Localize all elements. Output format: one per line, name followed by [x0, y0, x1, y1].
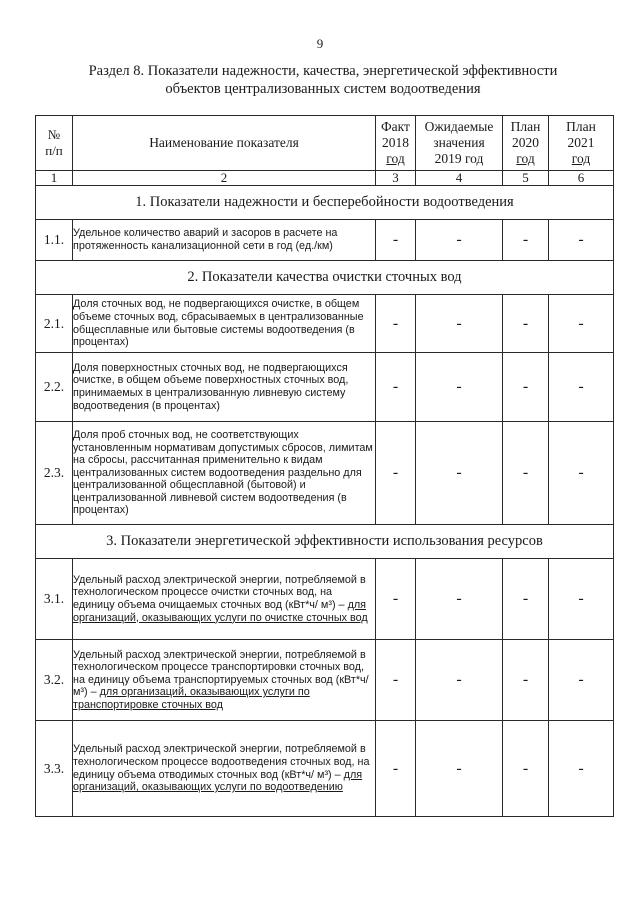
value-plan-2020: -	[503, 220, 549, 261]
value-plan-2020: -	[503, 559, 549, 640]
table-row	[36, 422, 614, 525]
value-plan-2020: -	[503, 353, 549, 422]
header-fact	[376, 116, 416, 171]
value-plan-2021: -	[549, 559, 614, 640]
value-plan-2020: -	[503, 422, 549, 525]
indicator-name-underlined: для организаций, оказывающих услуги по транспортировке сточных вод	[73, 686, 310, 711]
section-title-line2: объектов централизованных систем водоотведения	[165, 81, 481, 97]
header-num	[36, 116, 73, 171]
group-header-row	[36, 525, 614, 559]
indicator-name-text: Удельное количество аварий и засоров в расчете на протяженность канализационной сети в год (ед./км)	[73, 227, 338, 252]
header-plan-2020-line2: 2020	[512, 135, 539, 150]
group-title: 1. Показатели надежности и бесперебойности водоотведения	[36, 186, 614, 220]
group-header-row	[36, 186, 614, 220]
header-fact-line2: 2018	[382, 135, 409, 150]
table-row	[36, 721, 614, 817]
row-number: 2.1.	[36, 295, 73, 353]
row-number: 2.3.	[36, 422, 73, 525]
header-expected-line2: значения	[433, 135, 485, 150]
header-plan-2021-line1: План	[566, 119, 596, 134]
table-header-row	[36, 116, 614, 171]
value-plan-2020: -	[503, 640, 549, 721]
row-number: 3.3.	[36, 721, 73, 817]
table-row	[36, 353, 614, 422]
table-row	[36, 295, 614, 353]
value-plan-2021: -	[549, 295, 614, 353]
value-fact: -	[376, 640, 416, 721]
column-index-cell: 6	[549, 171, 614, 186]
header-num-line2: п/п	[45, 143, 63, 158]
table-row	[36, 220, 614, 261]
column-index-cell: 2	[73, 171, 376, 186]
row-number: 3.1.	[36, 559, 73, 640]
value-expected: -	[416, 559, 503, 640]
header-plan-2020	[503, 116, 549, 171]
column-index-cell: 5	[503, 171, 549, 186]
value-plan-2021: -	[549, 422, 614, 525]
value-plan-2021: -	[549, 721, 614, 817]
header-fact-line1: Факт	[381, 119, 410, 134]
table-row	[36, 640, 614, 721]
section-title-line1: Раздел 8. Показатели надежности, качества, энергетической эффективности	[88, 63, 558, 79]
value-expected: -	[416, 422, 503, 525]
indicator-name-text: Доля поверхностных сточных вод, не подвергающихся очистке, в общем объеме поверхностных сточных вод, принимаемых в централизованную ливневую систему водоотведения (в процентах)	[73, 361, 349, 412]
header-expected	[416, 116, 503, 171]
value-fact: -	[376, 295, 416, 353]
value-plan-2021: -	[549, 353, 614, 422]
value-fact: -	[376, 559, 416, 640]
value-fact: -	[376, 721, 416, 817]
indicator-name-text: Удельный расход электрической энергии, потребляемой в технологическом процессе очистки сточных вод, на единицу объема очищаемых сточных вод (кВт*ч/ м³) –	[73, 573, 366, 611]
header-plan-2021-line2: 2021	[567, 135, 595, 150]
group-title: 2. Показатели качества очистки сточных вод	[36, 261, 614, 295]
header-plan-2021	[549, 116, 614, 171]
indicator-name-underlined: для организаций, оказывающих услуги по водоотведению	[73, 768, 363, 794]
column-index-cell: 1	[36, 171, 73, 186]
value-plan-2020: -	[503, 721, 549, 817]
indicator-name	[73, 422, 376, 525]
indicator-name	[73, 220, 376, 261]
value-expected: -	[416, 721, 503, 817]
table-row	[36, 559, 614, 640]
header-fact-line3: год	[386, 151, 405, 166]
indicator-name-underlined: для организаций, оказывающих услуги по очистке сточных вод	[73, 599, 368, 624]
page-number: 9	[316, 36, 324, 51]
group-title: 3. Показатели энергетической эффективности использования ресурсов	[36, 525, 614, 559]
value-plan-2020: -	[503, 295, 549, 353]
row-number: 2.2.	[36, 353, 73, 422]
value-plan-2021: -	[549, 220, 614, 261]
value-expected: -	[416, 295, 503, 353]
header-num-line1: №	[47, 127, 61, 142]
section-title	[40, 62, 606, 98]
indicator-name	[73, 721, 376, 817]
column-index-cell: 3	[376, 171, 416, 186]
indicator-name	[73, 559, 376, 640]
indicator-name-text: Удельный расход электрической энергии, потребляемой в технологическом процессе водоотведения сточных вод, на единицу объема отводимых сточных вод (кВт*ч/ м³) –	[73, 743, 370, 781]
indicator-name-text: Доля проб сточных вод, не соответствующих установленным нормативам допустимых сбросов, лимитам на сбросы, рассчитанная применительно к видам централизованных систем водоотведения раздельно для централизованной общесплавной (бытовой) и централизованной ливневой систем водоотведения (в процентах)	[73, 428, 373, 517]
column-index-row	[36, 171, 614, 186]
value-expected: -	[416, 220, 503, 261]
value-plan-2021: -	[549, 640, 614, 721]
value-expected: -	[416, 353, 503, 422]
indicator-name-text: Удельный расход электрической энергии, потребляемой в технологическом процессе транспортировки сточных вод, на единицу объема транспортируемых сточных вод (кВт*ч/ м³) –	[73, 648, 369, 699]
column-index-cell: 4	[416, 171, 503, 186]
indicator-name	[73, 353, 376, 422]
header-expected-line3: 2019 год	[434, 151, 484, 166]
header-plan-2020-line1: План	[510, 119, 541, 134]
value-fact: -	[376, 220, 416, 261]
indicator-name-text: Доля сточных вод, не подвергающихся очистке, в общем объеме сточных вод, сбрасываемых в централизованные общесплавные или бытовые системы водоотведения (в процентах)	[73, 298, 364, 349]
row-number: 1.1.	[36, 220, 73, 261]
row-number: 3.2.	[36, 640, 73, 721]
indicator-name	[73, 295, 376, 353]
value-expected: -	[416, 640, 503, 721]
group-header-row	[36, 261, 614, 295]
value-fact: -	[376, 353, 416, 422]
header-plan-2020-line3: год	[516, 151, 535, 166]
indicators-table	[35, 115, 614, 817]
header-expected-line1: Ожидаемые	[424, 119, 494, 134]
value-fact: -	[376, 422, 416, 525]
header-plan-2021-line3: год	[571, 151, 591, 166]
header-name: Наименование показателя	[73, 116, 376, 171]
indicator-name	[73, 640, 376, 721]
